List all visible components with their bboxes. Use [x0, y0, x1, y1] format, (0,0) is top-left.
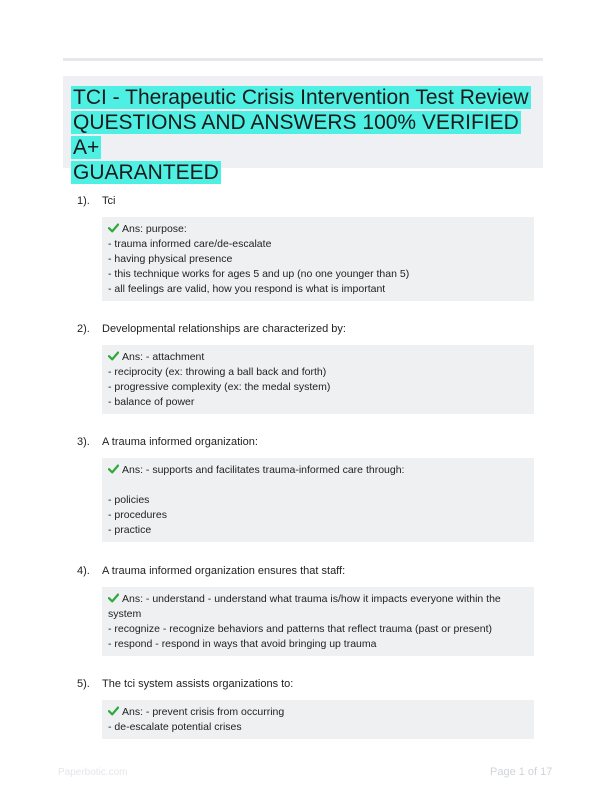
answer-box — [102, 345, 534, 414]
answer-line — [108, 282, 528, 297]
answer-line — [108, 508, 528, 523]
document-title — [71, 86, 531, 184]
answer-line-text: - recognize - recognize behaviors and patterns that reflect trauma (past or present) — [108, 623, 493, 635]
title-block — [63, 76, 543, 184]
answer-line-text: - procedures — [108, 509, 167, 521]
answer-line — [108, 622, 528, 637]
title-line-3: GUARANTEED — [73, 161, 219, 184]
answer-line-text: - progressive complexity (ex: the medal system) — [108, 381, 331, 393]
answer-line-text: Ans: purpose: — [122, 223, 187, 235]
title-line-2: QUESTIONS AND ANSWERS 100% VERIFIED A+ — [73, 111, 519, 159]
answer-line — [108, 222, 528, 237]
answer-line — [108, 637, 528, 652]
answer-line — [108, 493, 528, 508]
answer-line-text: Ans: - understand - understand what trauma is/how it impacts everyone within the — [122, 593, 501, 605]
answer-line-text: - balance of power — [108, 396, 195, 408]
answer-line — [108, 523, 528, 538]
answer-line — [108, 350, 528, 365]
checkmark-icon — [108, 223, 119, 233]
answer-line — [108, 365, 528, 380]
answer-line-text: - having physical presence — [108, 253, 233, 265]
answer-box — [102, 700, 534, 739]
answer-line — [108, 267, 528, 282]
answer-line-text: Ans: - attachment — [122, 351, 205, 363]
answer-line-text: - all feelings are valid, how you respond is what is important — [108, 283, 386, 295]
top-divider — [63, 58, 543, 61]
answer-line-text: - practice — [108, 524, 152, 536]
checkmark-icon — [108, 464, 119, 474]
answer-line — [108, 705, 528, 720]
answer-line-text: - this technique works for ages 5 and up (no one younger than 5) — [108, 268, 410, 280]
checkmark-icon — [108, 351, 119, 361]
answer-box — [102, 217, 534, 301]
checkmark-icon — [108, 706, 119, 716]
answer-line — [108, 463, 528, 478]
question-text: A trauma informed organization: — [102, 436, 258, 448]
question-number: 5). — [77, 678, 90, 690]
answer-line — [108, 237, 528, 252]
question-text: The tci system assists organizations to: — [102, 678, 294, 690]
answer-line-text: system — [108, 608, 142, 620]
answer-line-text: Ans: - supports and facilitates trauma-informed care through: — [122, 464, 405, 476]
answer-box — [102, 587, 534, 656]
checkmark-icon — [108, 593, 119, 603]
answer-line-text: - policies — [108, 494, 150, 506]
answer-line-text: - de-escalate potential crises — [108, 721, 242, 733]
answer-line-text: Ans: - prevent crisis from occurring — [122, 706, 285, 718]
question-text: A trauma informed organization ensures that staff: — [102, 565, 346, 577]
answer-line — [108, 478, 528, 493]
answer-line — [108, 252, 528, 267]
question-text: Tci — [102, 195, 116, 207]
answer-line-text: - respond - respond in ways that avoid bringing up trauma — [108, 638, 377, 650]
answer-line — [108, 395, 528, 410]
footer-page-number: Page 1 of 17 — [490, 766, 553, 778]
question-number: 1). — [77, 195, 90, 207]
footer-site: Paperbotic.com — [58, 767, 128, 778]
question-number: 3). — [77, 436, 90, 448]
answer-line — [108, 592, 528, 607]
answer-line-text: - reciprocity (ex: throwing a ball back and forth) — [108, 366, 327, 378]
answer-box — [102, 458, 534, 542]
question-text: Developmental relationships are characterized by: — [102, 323, 346, 335]
answer-line — [108, 720, 528, 735]
title-line-1: TCI - Therapeutic Crisis Intervention Test Review — [73, 86, 529, 109]
question-number: 4). — [77, 565, 90, 577]
question-number: 2). — [77, 323, 90, 335]
answer-line — [108, 380, 528, 395]
answer-line — [108, 607, 528, 622]
answer-line-text: - trauma informed care/de-escalate — [108, 238, 272, 250]
